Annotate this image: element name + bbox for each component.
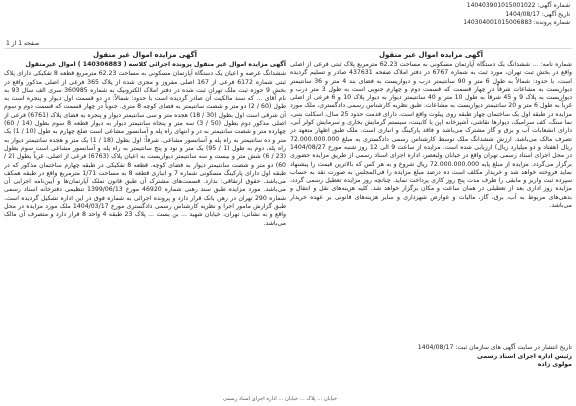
notice-footer [290,344,572,370]
left-column-subtitle: آگهی مزایده اموال غیر منقول پرونده اجرائی کلاسه ( 140306883 ) اموال غیرمنقول [25,61,286,68]
footnote: خیابان ... پلاک ... خیابان ... اداره اجرای اسناد رسمی [222,396,338,402]
publish-date: تاریخ انتشار در سایت آگهی های سازمان ثبت: 1404/08/17 [417,344,572,351]
right-column-body: شماره نامه: ... ششدانگ یک دستگاه آپارتمان مسکونی به مساحت 62.23 مترمربع پلاک ثبتی فرعی از اصلی واقع در بخش ثبت تهران، مورد ثبت به شماره 6767 در دفتر املاک صفحه 437631 صادر و تسلیم گردیده است، با حدود: شمالاً به طول 6 متر و 90 سانتیمتر درب و دیواریست به فضای بند 4 متر و 36 سانتیمتر دیواریست به مشاعات شرقاً در چهار قسمت که قسمت دوم و چهارم جنوبی است به طول 3 متر درب و دیواریست به پلاک 9 و 45 شرقاً به طول 10 متر و 40 سانتیمتر دیوار به دیوار پلاک 10 و 6 فرعی از اصلی غرباً به طول 6 متر و 20 سانتیمتر دیواریست به مشاعات. طبق نظریه کارشناس رسمی دادگستری، ملک مورد مزایده در طبقه اول یک ساختمان چهار طبقه روی پیلوت واقع است، دارای قدمت حدود 25 سال، اسکلت بتنی، نما سنگ، کف سرامیک، دیوارها نقاشی، آشپزخانه اپن با کابینت، سیستم گرمایش بخاری و سرمایش کولر آبی، دارای انشعابات آب و برق و گاز مشترک می‌باشد و فاقد پارکینگ و انباری است. ملک طبق اظهار متعهد در تصرف مالک می‌باشد. ارزش ششدانگ ملک توسط کارشناس رسمی دادگستری به مبلغ 72.000.000.000 ریال (هفتاد و دو میلیارد ریال) ارزیابی شده است. مزایده از ساعت 9 الی 12 روز شنبه مورخ 1404/08/27 در محل اجرای اسناد رسمی تهران واقع در خیابان ولیعصر، اداره اجرای اسناد رسمی از طریق مزایده حضوری برگزار می‌گردد. مزایده از مبلغ پایه 72.000.000.000 ریال شروع و به هر کس که بالاترین قیمت را پیشنهاد نماید فروخته خواهد شد و خریدار مکلف است ده درصد مبلغ مزایده را فی‌المجلس به صورت نقد به حساب سپرده ثبت واریز و مابقی را ظرف مدت پنج روز کاری پرداخت نماید. چنانچه روز مزایده تعطیل رسمی گردد، مزایده روز اداری بعد از تعطیلی در همان ساعت و مکان برگزار خواهد شد. کلیه هزینه‌های نقل و انتقال و بدهی‌های مربوط به آب، برق، گاز، مالیات و عوارض شهرداری و سایر هزینه‌های قانونی بر عهده خریدار می‌باشد. [290,61,572,210]
notice-number: شماره آگهی: 140403901015001022 [466,2,570,9]
signatory-name: مولوی زاده [537,361,572,368]
page-number: صفحه 1 از 1 [6,40,40,47]
notice-header [370,2,570,28]
signatory-title: رئیس اداره اجرای اسناد رسمی [477,352,572,360]
right-column-title: آگهی مزایده اموال غیر منقول [378,51,484,59]
header-divider [4,48,572,49]
case-number: شماره پرونده: 140304001015006883 [463,19,570,26]
left-column [4,50,286,340]
left-column-body: ششدانگ عرصه و اعیان یک دستگاه آپارتمان مسکونی به مساحت 62.23 مترمربع قطعه 8 تفکیکی دارای پلاک ثبتی شماره 6172 فرعی از 167 اصلی مفروز و مجزی شده از پلاک 365 فرعی از اصلی مذکور واقع در بخش 9 حوزه ثبت ملک تهران ثبت شده در دفتر املاک الکترونیک به شماره 360985 سری الف سال 93 به نام آقای ... که سند مالکیت آن صادر گردیده است با حدود: شمالاً: در دو قسمت اول دیوار و پنجره است به طول (60 / 2) دو متر و شصت سانتیمتر به فضای کوچه 8 متری. جنوباً در چهار قسمت که قسمت دوم و سوم آن شرقی است اول بطول (30 / 18) هجده متر و سی سانتیمتر دیوار و پنجره به فضای پلاک (6761) فرعی از اصلی مذکور دوم بطول (50 / 3) سه متر و پنجاه سانتیمتر دیوار به دیوار قطعه 8 سوم بطول (14 / 60) چهارده متر و شصت سانتیمتر به در و انتهای راه پله و آسانسور مشاعی است ضلع چهارم به طول (10 / 1) یک متر و ده سانتیمتر به راه پله و آسانسور مشاعی. شرقاً: اول بطول (18 / 1) یک متر و هجده سانتیمتر دیوار به راه پله، دوم به طول (1 / 95) یک متر و نود و پنج سانتیمتر به راه پله و آسانسور مشاعی است سوم بطول (23 / 6) شش متر و بیست و سه سانتیمتر دیواریست به اعیان پلاک (6763) فرعی از اصلی، غرباً بطول (2 / 60) دو متر و شصت سانتیمتر دیوار به فضای کوچه. قطعه 8 تفکیکی در طبقه چهارم ساختمان مذکور که در طبقه اول دارای پارکینگ مسکونی شماره 7 و انباری قطعه 8 به مساحت 1/71 مترمربع واقع در طبقه همکف می‌باشد. حقوق ارتفاقی: ندارد. قسمت‌های مشترک آن طبق قانون تملک آپارتمان‌ها و آیین‌نامه اجرایی آن می‌باشد. مورد مزایده طبق سند رهنی شماره 46920 مورخ 1399/06/13 تنظیمی دفترخانه اسناد رسمی شماره 290 تهران در رهن بانک قرار دارد و پرونده اجرائی به شماره فوق در این اداره تشکیل گردیده است. طبق گزارش مامور اجرا و نظریه کارشناس رسمی دادگستری مورخ 1404/03/17 ملک مورد مزایده در محل واقع و به نشانی: تهران، خیابان شهید ... بن بست ... پلاک 23 طبقه 4 واحد 8 قرار دارد و متصرف آن مالک می‌باشد. [4,70,286,227]
left-column-title: آگهی مزایده اموال غیر منقول [92,51,198,59]
right-column [290,50,572,340]
notice-date: تاریخ آگهی: 1404/08/17 [505,10,570,18]
